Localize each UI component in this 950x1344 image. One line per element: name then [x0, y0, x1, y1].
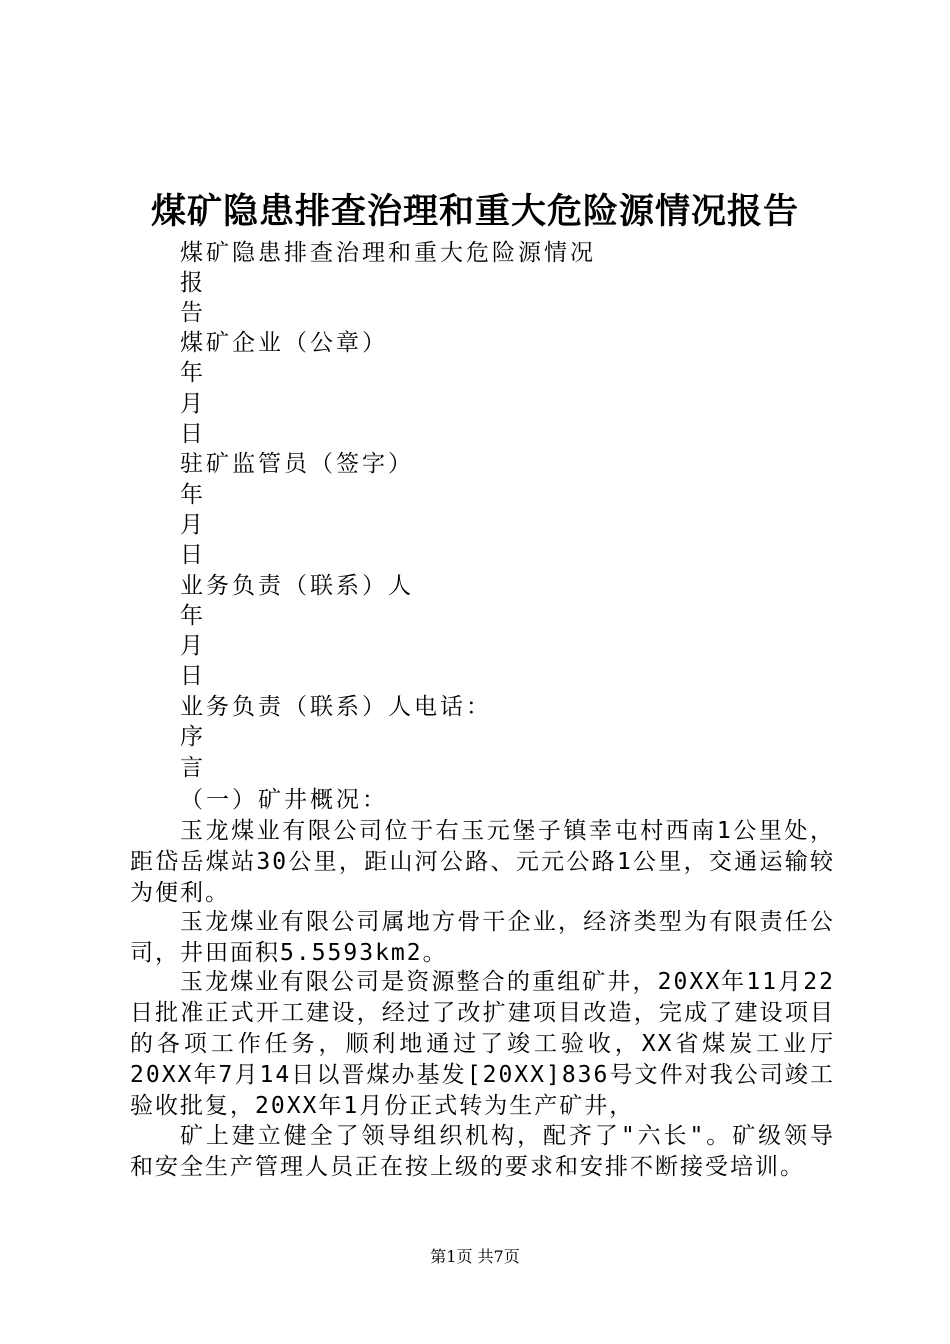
cover-line: 序	[180, 724, 206, 750]
cover-line: 煤矿隐患排查治理和重大危险源情况	[180, 240, 596, 266]
cover-line: 驻矿监管员（签字）	[180, 451, 414, 477]
document-title: 煤矿隐患排查治理和重大危险源情况报告	[150, 191, 799, 232]
section-heading: （一）矿井概况：	[180, 787, 388, 813]
body-paragraph: 玉龙煤业有限公司是资源整合的重组矿井，20XX年11月22日批准正式开工建设，经过了改扩建项目改造，完成了建设项目的各项工作任务，顺利地通过了竣工验收，XX省煤炭工业厅20XX年7月14日以晋煤办基发[20XX]836号文件对我公司竣工验收批复，20XX年1月份正式转为生产矿井，	[130, 969, 835, 1119]
body-paragraph: 玉龙煤业有限公司属地方骨干企业，经济类型为有限责任公司，井田面积5.5593km2。	[130, 909, 835, 966]
cover-line: 煤矿企业（公章）	[180, 330, 388, 356]
cover-line: 月	[180, 633, 206, 659]
cover-line: 业务负责（联系）人	[180, 573, 414, 599]
cover-line: 业务负责（联系）人电话：	[180, 694, 492, 720]
cover-line: 年	[180, 603, 206, 629]
body-paragraph: 矿上建立健全了领导组织机构，配齐了"六长"。矿级领导和安全生产管理人员正在按上级的要求和安排不断接受培训。	[130, 1123, 835, 1180]
page-footer: 第1页 共7页	[430, 1247, 520, 1266]
cover-line: 日	[180, 663, 206, 689]
cover-line: 年	[180, 482, 206, 508]
cover-line: 年	[180, 360, 206, 386]
cover-line: 告	[180, 300, 206, 326]
cover-line: 月	[180, 512, 206, 538]
cover-line: 月	[180, 391, 206, 417]
cover-line: 日	[180, 542, 206, 568]
body-paragraph: 玉龙煤业有限公司位于右玉元堡子镇幸屯村西南1公里处，距岱岳煤站30公里，距山河公路、元元公路1公里，交通运输较为便利。	[130, 818, 835, 906]
cover-line: 报	[180, 270, 206, 296]
cover-line: 日	[180, 421, 206, 447]
cover-line: 言	[180, 755, 206, 781]
